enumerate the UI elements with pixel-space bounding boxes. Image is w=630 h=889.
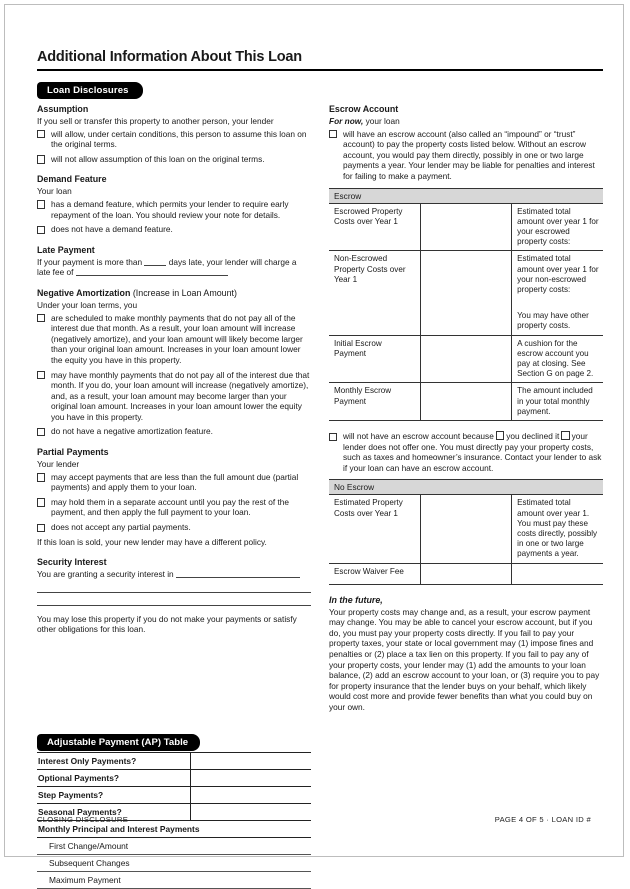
option-label-a: will not have an escrow account because <box>343 431 494 442</box>
table-row <box>329 495 603 563</box>
row-label: Estimated Property Costs over Year 1 <box>329 495 420 563</box>
table-row <box>37 752 311 769</box>
table-row <box>37 837 311 854</box>
row-description: A cushion for the escrow account you pay at closing. See Section G on page 2. <box>512 335 603 383</box>
row-label: Initial Escrow Payment <box>329 335 420 383</box>
page-footer <box>37 815 591 824</box>
escrow-option-will-not-have[interactable] <box>329 431 603 473</box>
table-row <box>37 786 311 803</box>
partial-payments-heading: Partial Payments <box>37 447 109 458</box>
row-label: Maximum Payment <box>37 871 311 888</box>
no-escrow-table-band: No Escrow <box>329 480 603 495</box>
negative-amortization-heading <box>37 288 311 299</box>
table-row <box>329 335 603 383</box>
late-payment-text-before: If your payment is more than <box>37 256 143 267</box>
table-row <box>37 871 311 888</box>
negative-amortization-intro: Under your loan terms, you <box>37 299 138 310</box>
late-fee-field[interactable] <box>76 275 228 276</box>
assumption-option-allow[interactable] <box>37 129 311 150</box>
loan-disclosures-header <box>37 80 603 97</box>
checkbox-icon[interactable] <box>37 155 45 163</box>
document-page <box>4 4 624 885</box>
demand-feature-option-none[interactable] <box>37 224 311 235</box>
row-value[interactable] <box>420 335 511 383</box>
row-label: Interest Only Payments? <box>37 752 191 769</box>
option-label: has a demand feature, which permits your lender to require early repayment of the loan. You should review your note for details. <box>51 198 289 220</box>
option-label: will allow, under certain conditions, this person to assume this loan on the original terms. <box>51 128 307 150</box>
checkbox-icon[interactable] <box>37 524 45 532</box>
table-row <box>37 769 311 786</box>
row-value[interactable] <box>420 251 511 335</box>
checkbox-icon[interactable] <box>37 473 45 481</box>
partial-option-none[interactable] <box>37 522 311 533</box>
escrow-will-have-options <box>329 129 603 182</box>
escrow-table-band-row <box>329 188 603 203</box>
row-description-main: Estimated total amount over year 1 for your non-escrowed property costs: <box>517 254 599 294</box>
security-interest-intro <box>37 569 311 580</box>
option-label: may accept payments that are less than the full amount due (partial payments) and apply them to your loan. <box>51 471 299 493</box>
negative-amortization-subtitle: (Increase in Loan Amount) <box>132 287 237 298</box>
partial-payments-options <box>37 472 311 533</box>
demand-feature-heading: Demand Feature <box>37 174 107 185</box>
no-escrow-band-row <box>329 480 603 495</box>
demand-feature-option-has[interactable] <box>37 199 311 220</box>
in-the-future-heading <box>329 595 603 606</box>
security-interest-text: You are granting a security interest in <box>37 569 174 580</box>
partial-payments-note: If this loan is sold, your new lender may have a different policy. <box>37 536 267 547</box>
row-label: Subsequent Changes <box>37 854 311 871</box>
row-value[interactable] <box>191 752 312 769</box>
table-row <box>329 383 603 421</box>
checkbox-icon-declined[interactable] <box>496 431 504 439</box>
option-label: do not have a negative amortization feature. <box>51 426 213 437</box>
row-value[interactable] <box>420 495 511 563</box>
row-label: First Change/Amount <box>37 837 311 854</box>
late-payment-heading: Late Payment <box>37 244 95 255</box>
late-payment-text <box>37 257 311 278</box>
left-column <box>37 104 311 636</box>
row-value[interactable] <box>191 786 312 803</box>
demand-feature-intro: Your loan <box>37 186 72 197</box>
row-value[interactable] <box>191 769 312 786</box>
option-label: will have an escrow account (also called an “impound” or “trust” account) to pay the property costs listed below. Without an escrow account, you would pay them directly, possibly in one or two large payments a year. Your lender may be liable for penalties and interest for failing to make a payment. <box>343 128 595 181</box>
row-description <box>512 563 603 584</box>
row-value[interactable] <box>420 383 511 421</box>
row-label: Step Payments? <box>37 786 191 803</box>
option-label: may hold them in a separate account until you pay the rest of the payment, and then apply the full payment to your loan. <box>51 496 289 518</box>
table-row <box>329 251 603 335</box>
row-label: Escrow Waiver Fee <box>329 563 420 584</box>
two-column-layout <box>37 104 603 714</box>
no-escrow-table <box>329 479 603 584</box>
checkbox-icon[interactable] <box>329 433 337 441</box>
option-label: may have monthly payments that do not pay all of the interest due that month. If you do, your loan amount will increase (negatively amortize), and, as a result, your loan amount may become larger than your original loan amount. Increases in your loan amount lower the equity you have in this property. <box>51 369 310 422</box>
option-label: does not accept any partial payments. <box>51 522 191 533</box>
table-row <box>329 203 603 251</box>
late-payment-days-field[interactable] <box>144 265 166 266</box>
row-label: Escrowed Property Costs over Year 1 <box>329 203 420 251</box>
assumption-options <box>37 129 311 165</box>
row-label: Seasonal Payments? <box>37 803 191 820</box>
title-divider <box>37 69 603 71</box>
partial-payments-intro: Your lender <box>37 459 80 470</box>
option-label: are scheduled to make monthly payments that do not pay all of the interest due that month. As a result, your loan amount will increase (negatively amortize), and your loan amount will likely become larger than your original loan amount. Increases in your loan amount lower the equity you have in this property. <box>51 312 303 365</box>
row-description-secondary: You may have other property costs. <box>517 311 589 331</box>
escrow-account-heading: Escrow Account <box>329 104 399 114</box>
adjustable-payment-table-section <box>37 732 311 889</box>
table-row <box>329 563 603 584</box>
row-description: The amount included in your total monthly payment. <box>512 383 603 421</box>
demand-feature-options <box>37 199 311 235</box>
checkbox-icon[interactable] <box>37 314 45 322</box>
footer-right: PAGE 4 OF 5 · LOAN ID # <box>494 815 591 824</box>
row-value[interactable] <box>420 203 511 251</box>
security-interest-field-3[interactable] <box>37 605 311 606</box>
checkbox-icon[interactable] <box>329 130 337 138</box>
ap-group-heading: Monthly Principal and Interest Payments <box>37 820 311 837</box>
in-the-future-label: In the future, <box>329 594 383 605</box>
neg-am-option-scheduled[interactable] <box>37 313 311 366</box>
right-column <box>329 104 603 714</box>
neg-am-option-may-have[interactable] <box>37 370 311 423</box>
negative-amortization-title: Negative Amortization <box>37 287 131 298</box>
row-label: Non-Escrowed Property Costs over Year 1 <box>329 251 420 335</box>
escrow-option-will-have[interactable] <box>329 129 603 182</box>
row-label: Optional Payments? <box>37 769 191 786</box>
row-label: Monthly Escrow Payment <box>329 383 420 421</box>
partial-option-hold[interactable] <box>37 497 311 518</box>
checkbox-icon-no-offer[interactable] <box>561 431 569 439</box>
escrow-account-subheading <box>329 116 603 127</box>
escrow-will-not-have-options <box>329 431 603 473</box>
checkbox-icon[interactable] <box>37 498 45 506</box>
checkbox-icon[interactable] <box>37 200 45 208</box>
late-payment-text-middle: days late, your lender will charge a late fee of <box>37 256 297 278</box>
security-interest-field-1[interactable] <box>176 577 300 578</box>
assumption-option-not-allow[interactable] <box>37 154 311 165</box>
security-interest-warning: You may lose this property if you do not make your payments or satisfy other obligations for this loan. <box>37 613 297 635</box>
escrow-table <box>329 188 603 421</box>
escrow-for-now-label: For now, <box>329 116 364 126</box>
checkbox-icon[interactable] <box>37 371 45 379</box>
row-value[interactable] <box>420 563 511 584</box>
partial-option-accept[interactable] <box>37 472 311 493</box>
option-label: does not have a demand feature. <box>51 224 173 235</box>
option-label-b: you declined it <box>506 431 560 442</box>
security-interest-heading: Security Interest <box>37 557 107 568</box>
security-interest-field-2[interactable] <box>37 592 311 593</box>
row-description <box>512 251 603 335</box>
escrow-table-band: Escrow <box>329 188 603 203</box>
checkbox-icon[interactable] <box>37 130 45 138</box>
assumption-heading: Assumption <box>37 104 89 114</box>
negative-amortization-options <box>37 313 311 438</box>
row-description: Estimated total amount over year 1 for your escrowed property costs: <box>512 203 603 251</box>
checkbox-icon[interactable] <box>37 428 45 436</box>
assumption-intro: If you sell or transfer this property to another person, your lender <box>37 116 274 126</box>
escrow-your-loan-label: your loan <box>365 116 400 126</box>
page-title: Additional Information About This Loan <box>37 49 302 65</box>
neg-am-option-none[interactable] <box>37 426 311 437</box>
loan-disclosures-tab: Loan Disclosures <box>37 82 143 99</box>
footer-left: CLOSING DISCLOSURE <box>37 815 129 824</box>
row-description: Estimated total amount over year 1. You must pay these costs directly, possibly in one or two large payments a year. <box>512 495 603 563</box>
option-label: will not allow assumption of this loan on the original terms. <box>51 153 265 164</box>
in-the-future-text: Your property costs may change and, as a result, your escrow payment may change. You may be able to cancel your escrow account, but if you do, you must pay your property costs directly. If you fail to pay your property taxes, your state or local government may (1) impose fines and penalties or (2) place a tax lien on this property. If you fail to pay any of your property costs, your lender may (1) add the amounts to your loan balance, (2) add an escrow account to your loan, or (3) require you to pay for property insurance that the lender buys on your behalf, which likely would cost more and provide fewer benefits than what you could buy on your own. <box>329 606 600 712</box>
checkbox-icon[interactable] <box>37 226 45 234</box>
page-content <box>37 49 603 889</box>
ap-table-tab: Adjustable Payment (AP) Table <box>37 734 200 751</box>
option-label-c: your lender does not offer one. You must directly pay your property costs, such as taxes and homeowner’s insurance. Contact your lender to ask if your loan can have an escrow account. <box>343 431 602 473</box>
